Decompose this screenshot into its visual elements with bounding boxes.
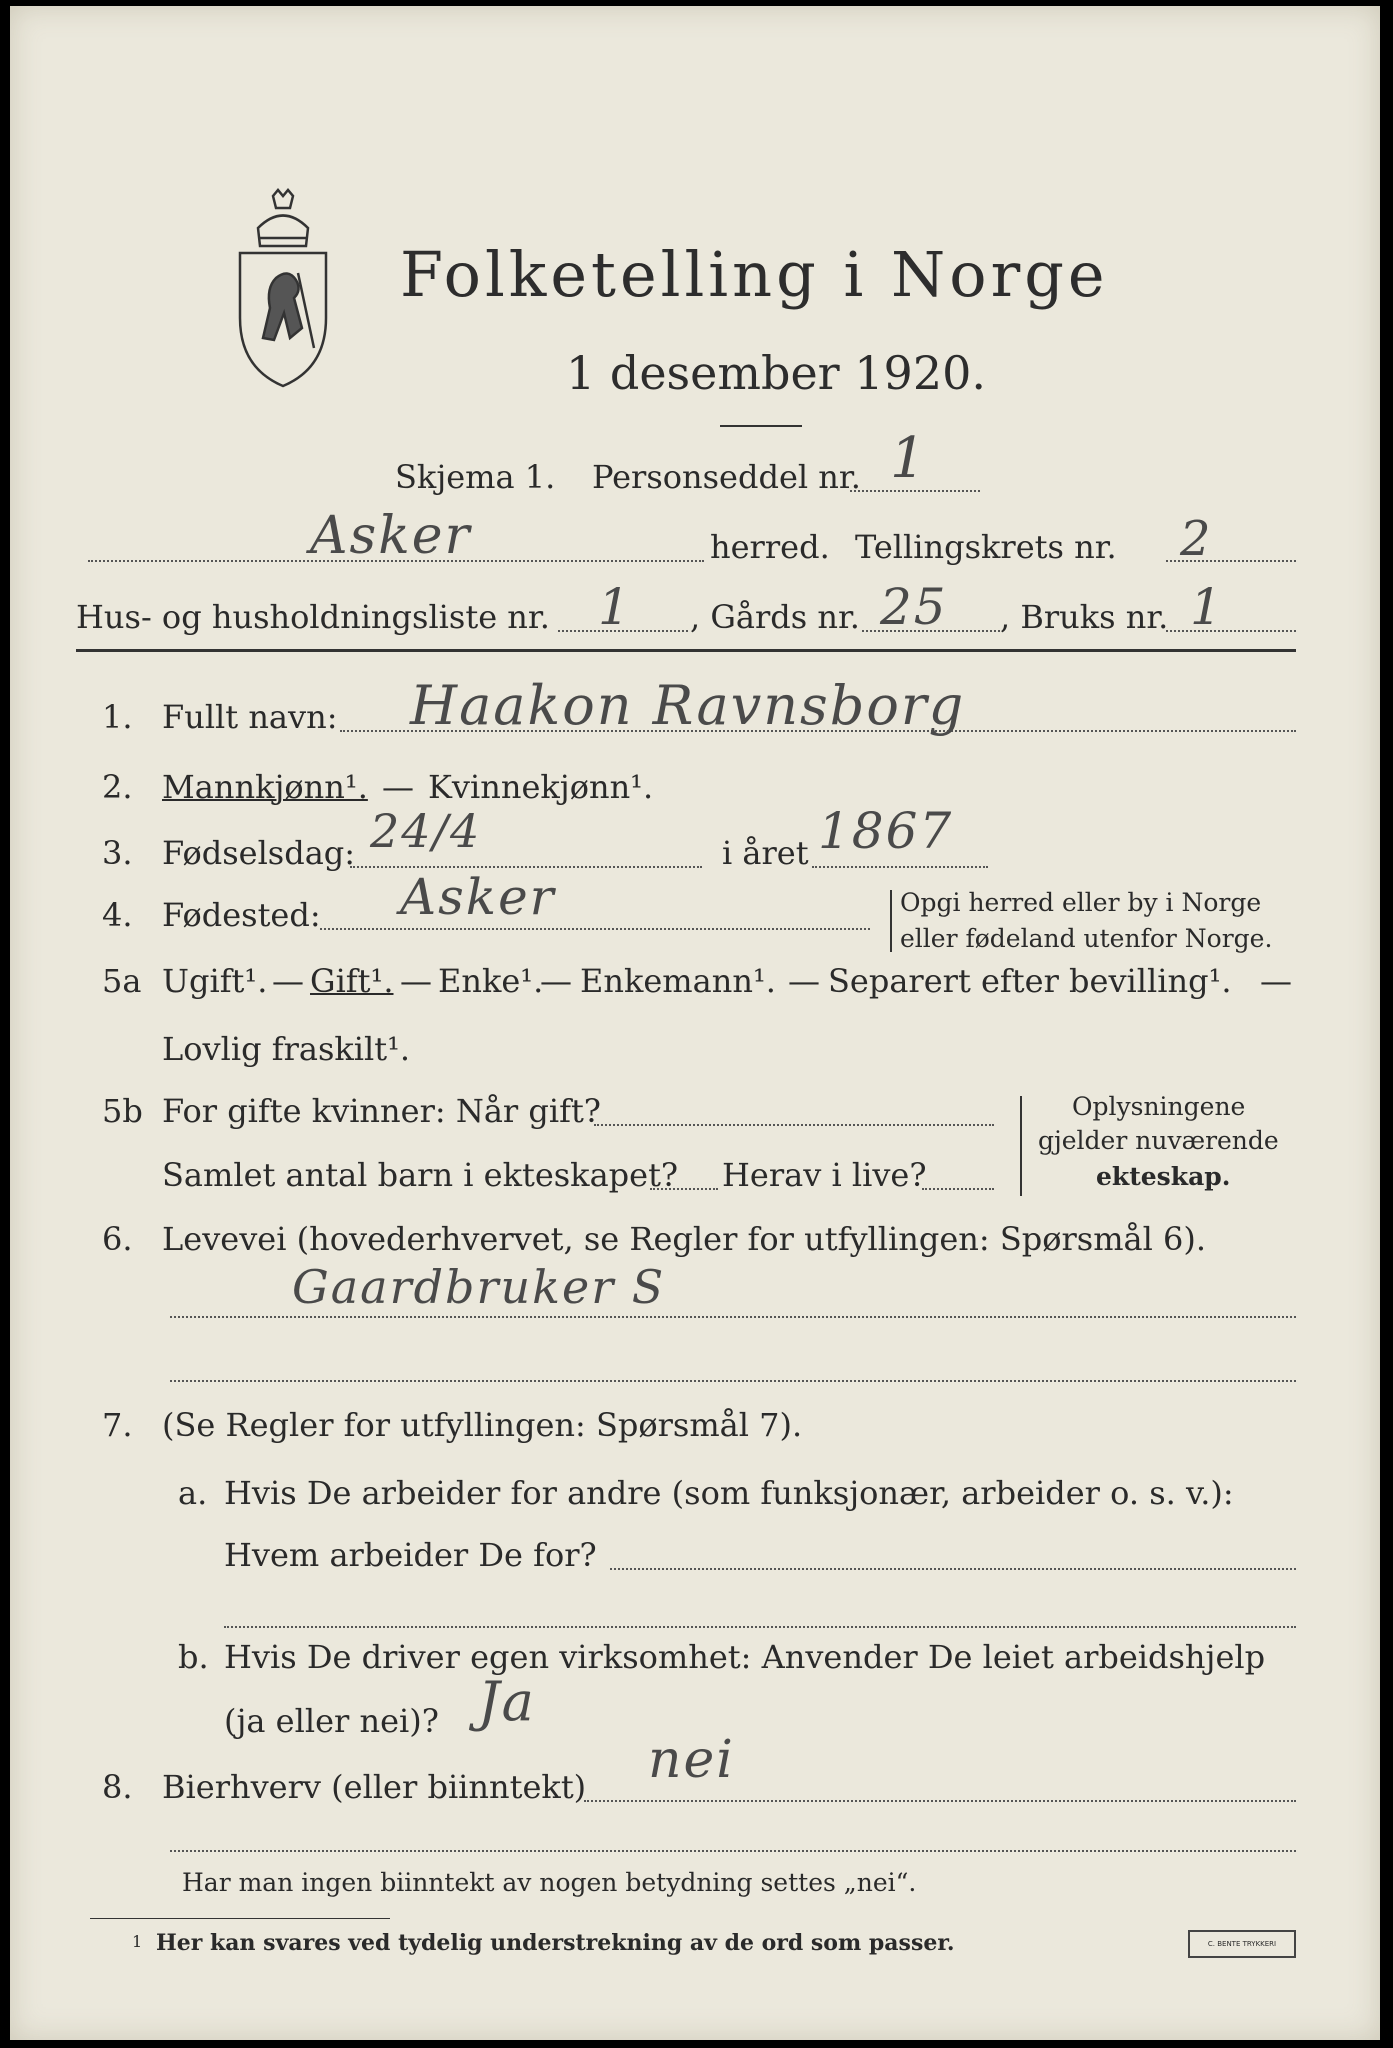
- q7a-employer-label: Hvem arbeider De for?: [224, 1536, 597, 1574]
- q4-number: 4.: [102, 896, 133, 934]
- q4-note-brace: [890, 890, 892, 952]
- q5b-children-label: Samlet antal barn i ekteskapet?: [162, 1156, 679, 1194]
- q6-line-1: [170, 1316, 1296, 1318]
- q7b-value[interactable]: Ja: [478, 1670, 536, 1733]
- q5b-note-line1: Oplysningene: [1072, 1092, 1246, 1121]
- footnote-text: Her kan svares ved tydelig understrekning av de ord som passer.: [156, 1930, 955, 1956]
- q6-line-2: [170, 1380, 1296, 1382]
- gards-label: , Gårds nr.: [690, 598, 860, 636]
- q3-day-value[interactable]: 24/4: [370, 804, 482, 858]
- q4-label: Fødested:: [162, 896, 321, 934]
- q8-value[interactable]: nei: [648, 1730, 735, 1790]
- skjema-label: Skjema 1.: [395, 458, 556, 496]
- q8-line-2: [170, 1850, 1296, 1852]
- q3-number: 3.: [102, 834, 133, 872]
- q3-year-line: [812, 866, 988, 868]
- q5a-dash-1: —: [272, 962, 304, 1000]
- q4-value[interactable]: Asker: [400, 868, 556, 926]
- q5b-alive-line: [922, 1188, 994, 1190]
- form-title: Folketelling i Norge: [400, 238, 1109, 311]
- census-date: 1 desember 1920.: [566, 346, 986, 400]
- q7b-label: Hvis De driver egen virksomhet: Anvender De leiet arbeidshjelp: [224, 1638, 1266, 1676]
- biinntekt-note: Har man ingen biinntekt av nogen betydning settes „nei“.: [182, 1868, 917, 1897]
- q6-label: Levevei (hovederhvervet, se Regler for utfyllingen: Spørsmål 6).: [162, 1220, 1207, 1258]
- q1-label: Fullt navn:: [162, 698, 338, 736]
- q5a-ugift-option[interactable]: Ugift¹.: [162, 962, 268, 1000]
- q3-year-label: i året: [722, 834, 809, 872]
- header-divider: [76, 649, 1296, 652]
- q7a-employer-line-2: [224, 1626, 1296, 1628]
- tellingskrets-value[interactable]: 2: [1180, 511, 1213, 567]
- tellingskrets-label: Tellingskrets nr.: [855, 528, 1117, 566]
- q3-year-value[interactable]: 1867: [818, 802, 954, 860]
- q2-male-option[interactable]: Mannkjønn¹.: [162, 768, 368, 806]
- q5b-number: 5b: [102, 1092, 143, 1130]
- gards-value[interactable]: 25: [880, 578, 948, 636]
- q7-number: 7.: [102, 1406, 133, 1444]
- bruks-label: , Bruks nr.: [1000, 598, 1169, 636]
- q2-female-option[interactable]: Kvinnekjønn¹.: [428, 768, 654, 806]
- q4-note-line1: Opgi herred eller by i Norge: [900, 888, 1262, 917]
- q7a-label: Hvis De arbeider for andre (som funksjonær, arbeider o. s. v.):: [224, 1474, 1234, 1512]
- q5a-dash-5: —: [1260, 962, 1292, 1000]
- q5b-children-line: [650, 1188, 718, 1190]
- footnote-divider: [90, 1918, 390, 1919]
- q1-value[interactable]: Haakon Ravnsborg: [410, 674, 966, 737]
- q5b-note-line2: gjelder nuværende: [1038, 1126, 1279, 1155]
- bruks-line: [1166, 630, 1296, 632]
- q5a-dash-2: —: [400, 962, 432, 1000]
- personseddel-label: Personseddel nr.: [592, 458, 861, 496]
- q7a-employer-line: [610, 1568, 1296, 1570]
- q5a-enke-option[interactable]: Enke¹.: [438, 962, 544, 1000]
- q3-label: Fødselsdag:: [162, 834, 356, 872]
- q5a-dash-3: —: [540, 962, 572, 1000]
- q5b-alive-label: Herav i live?: [722, 1156, 927, 1194]
- footnote-mark: 1: [132, 1932, 143, 1951]
- q8-label: Bierhverv (eller biinntekt): [162, 1768, 587, 1806]
- q4-note-line2: eller fødeland utenfor Norge.: [900, 924, 1273, 953]
- q6-value[interactable]: Gaardbruker S: [292, 1260, 666, 1314]
- q8-number: 8.: [102, 1768, 133, 1806]
- q7-label: (Se Regler for utfyllingen: Spørsmål 7).: [162, 1406, 803, 1444]
- q1-number: 1.: [102, 698, 133, 736]
- q7a-letter: a.: [178, 1474, 208, 1512]
- printer-stamp: [1188, 1930, 1296, 1958]
- q5b-note-line3: ekteskap.: [1096, 1162, 1231, 1191]
- husliste-value[interactable]: 1: [598, 578, 632, 636]
- q5a-fraskilt-option[interactable]: Lovlig fraskilt¹.: [162, 1030, 411, 1068]
- q2-number: 2.: [102, 768, 133, 806]
- q8-line: [584, 1800, 1296, 1802]
- q5b-when-line: [594, 1124, 994, 1126]
- herred-label: herred.: [710, 528, 830, 566]
- q6-number: 6.: [102, 1220, 133, 1258]
- q5a-separert-option[interactable]: Separert efter bevilling¹.: [828, 962, 1232, 1000]
- q7b-answer-label: (ja eller nei)?: [224, 1702, 439, 1740]
- q5b-label: For gifte kvinner: Når gift?: [162, 1092, 601, 1130]
- q2-separator: —: [382, 768, 414, 806]
- q4-line: [320, 928, 870, 930]
- q5b-note-brace: [1020, 1096, 1022, 1196]
- q5a-number: 5a: [102, 962, 142, 1000]
- coat-of-arms-icon: [228, 188, 338, 388]
- q5a-gift-option[interactable]: Gift¹.: [310, 962, 394, 1000]
- q5a-dash-4: —: [788, 962, 820, 1000]
- personseddel-value[interactable]: 1: [890, 426, 928, 491]
- bruks-value[interactable]: 1: [1190, 578, 1224, 636]
- q7b-letter: b.: [178, 1638, 209, 1676]
- printer-stamp-text: C. BENTE TRYKKERI: [1207, 1940, 1277, 1948]
- title-divider: [720, 425, 802, 427]
- census-form-page: [10, 6, 1380, 2040]
- q5a-enkemann-option[interactable]: Enkemann¹.: [580, 962, 776, 1000]
- herred-value[interactable]: Asker: [310, 506, 472, 566]
- husliste-label: Hus- og husholdningsliste nr.: [76, 598, 550, 636]
